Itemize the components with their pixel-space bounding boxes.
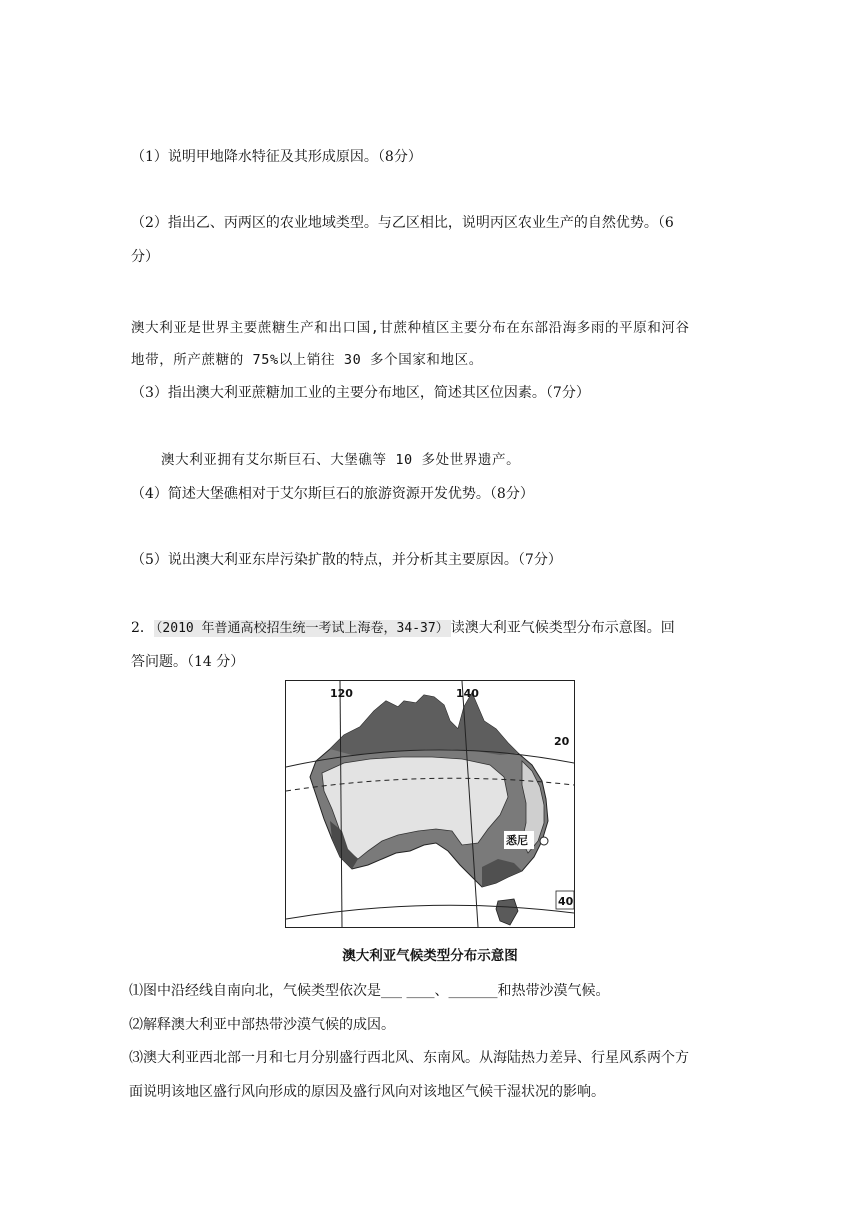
sub-question-2: ⑵解释澳大利亚中部热带沙漠气候的成因。 <box>129 1017 395 1033</box>
city-label: 悉尼 <box>506 834 528 847</box>
north-tropical-zone <box>330 693 518 755</box>
passage-sugar-line1: 澳大利亚是世界主要蔗糖生产和出口国,甘蔗种植区主要分布在东部沿海多雨的平原和河谷 <box>131 320 690 336</box>
question-2-line1: （2）指出乙、丙两区的农业地域类型。与乙区相比，说明丙区农业生产的自然优势。（6 <box>131 215 674 231</box>
problem-2-heading <box>131 618 675 639</box>
question-2-line2: 分） <box>131 249 159 265</box>
sub-question-1: ⑴图中沿经线自南向北，气候类型依次是___ ____、_______和热带沙漠气候。 <box>129 983 610 999</box>
problem-source: （2010 年普通高校招生统一考试上海卷，34-37） <box>155 621 449 636</box>
australia-climate-map <box>285 680 575 928</box>
sub-question-3-line1: ⑶澳大利亚西北部一月和七月分别盛行西北风、东南风。从海陆热力差异、行星风系两个方 <box>129 1050 689 1066</box>
problem-intro: 读澳大利亚气候类型分布示意图。回 <box>450 620 675 636</box>
question-4: （4）简述大堡礁相对于艾尔斯巨石的旅游资源开发优势。（8分） <box>131 486 534 502</box>
problem-2-intro-line2: 答问题。（14 分） <box>131 654 245 670</box>
lon-120-label: 120 <box>330 687 353 700</box>
question-3: （3）指出澳大利亚蔗糖加工业的主要分布地区，简述其区位因素。（7分） <box>131 385 590 401</box>
lon-140-label: 140 <box>456 687 479 700</box>
question-1: （1）说明甲地降水特征及其形成原因。（8分） <box>131 149 422 165</box>
sub-question-3-line2: 面说明该地区盛行风向形成的原因及盛行风向对该地区气候干湿状况的影响。 <box>129 1084 605 1100</box>
passage-sugar-line2: 地带，所产蔗糖的 75%以上销往 30 多个国家和地区。 <box>131 352 483 368</box>
sydney-marker <box>540 837 548 845</box>
map-caption: 澳大利亚气候类型分布示意图 <box>342 948 518 964</box>
lat-20-label: 20 <box>554 735 570 748</box>
question-5: （5）说出澳大利亚东岸污染扩散的特点，并分析其主要原因。（7分） <box>131 552 562 568</box>
lat-40-label: 40 <box>558 895 574 908</box>
latitude-40-line <box>286 905 574 919</box>
problem-number: 2． <box>131 620 154 636</box>
map-svg <box>286 681 574 927</box>
passage-heritage: 澳大利亚拥有艾尔斯巨石、大堡礁等 10 多处世界遗产。 <box>161 452 521 468</box>
tasmania <box>496 899 518 925</box>
